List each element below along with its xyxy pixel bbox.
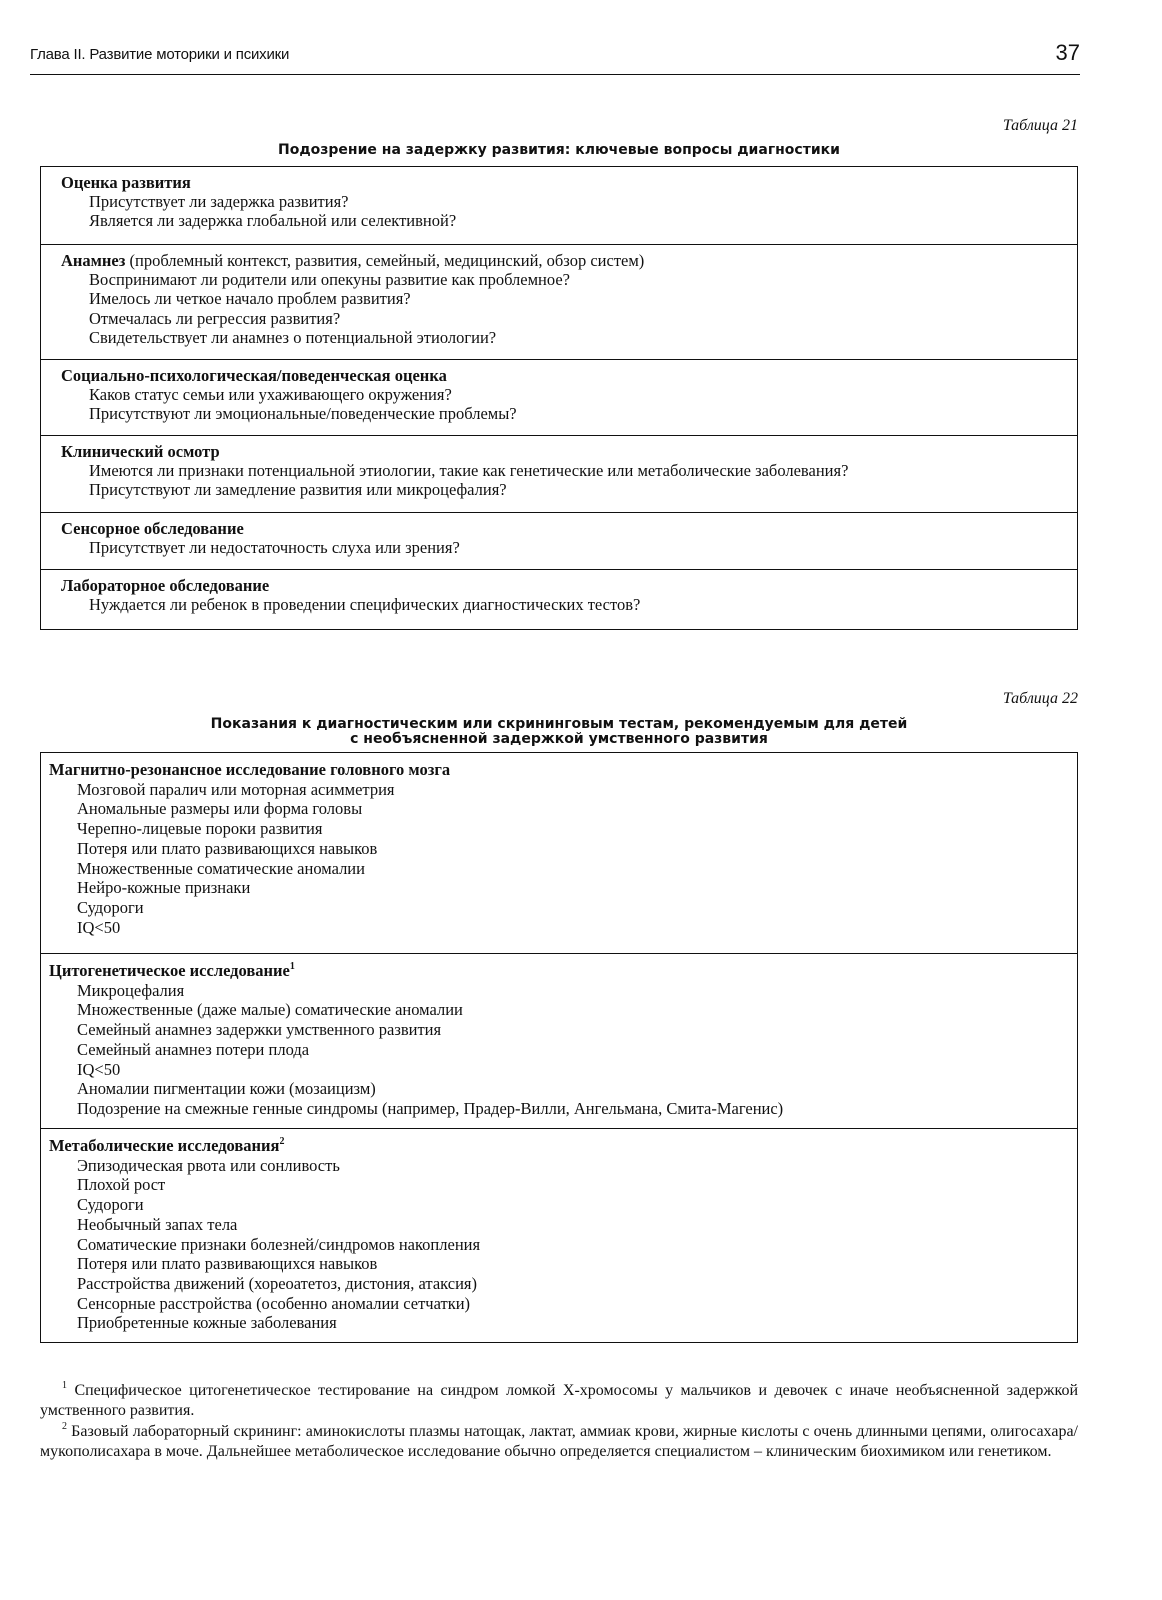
t21-item: Присутствует ли недостаточность слуха или зрения? (89, 538, 460, 558)
table-22-title (40, 717, 1078, 747)
table-22-title-line: с необъясненной задержкой умственного развития (350, 731, 768, 747)
running-header (30, 40, 1080, 75)
t21-section-lab-exam (41, 569, 1077, 629)
t21-item: Нуждается ли ребенок в проведении специфических диагностических тестов? (89, 595, 641, 615)
t22-item: Эпизодическая рвота или сонливость (77, 1155, 340, 1175)
footnote-1 (40, 1381, 1078, 1420)
t21-section-anamnesis (41, 244, 1077, 359)
t22-item: Сенсорные расстройства (особенно аномалии сетчатки) (77, 1293, 471, 1313)
t22-section-cytogenetic (41, 953, 1077, 1128)
footnote-text: Специфическое цитогенетическое тестирование на синдром ломкой X-хромосомы у мальчиков и девочек с иначе необъясненной задержкой умственного развития. (40, 1382, 1078, 1419)
t22-item: Необычный запах тела (77, 1214, 238, 1234)
t22-item: Потеря или плато развивающихся навыков (77, 1254, 378, 1274)
t21-section-heading: Оценка развития (61, 173, 191, 192)
t22-section-heading: Магнитно-резонансное исследование головного мозга (49, 760, 451, 779)
t22-item: Приобретенные кожные заболевания (77, 1313, 337, 1333)
t22-item: Аномалии пигментации кожи (мозаицизм) (77, 1079, 376, 1099)
t22-heading-text: Цитогенетическое исследование (49, 961, 290, 980)
footnote-2 (40, 1422, 1078, 1461)
t22-item: Аномальные размеры или форма головы (77, 799, 363, 819)
t22-item: IQ<50 (77, 917, 121, 937)
t22-item: IQ<50 (77, 1059, 121, 1079)
t22-item: Соматические признаки болезней/синдромов накопления (77, 1234, 481, 1254)
table-21 (40, 166, 1078, 630)
t21-section-development-assessment (41, 167, 1077, 244)
t22-item: Множественные соматические аномалии (77, 858, 365, 878)
t22-section-mri (41, 753, 1077, 953)
t22-item: Судороги (77, 897, 144, 917)
t21-section-heading: Клинический осмотр (61, 442, 220, 461)
footnote-text: Базовый лабораторный скрининг: аминокислоты плазмы натощак, лактат, аммиак крови, жирные кислоты с очень длинными цепями, олигосахара/мукополисахара в моче. Дальнейшее метаболическое исследование обычно определяется специалистом – клиническим биохимиком или генетиком. (40, 1423, 1078, 1460)
t21-item: Является ли задержка глобальной или селективной? (89, 211, 457, 231)
t21-item: Отмечалась ли регрессия развития? (89, 308, 341, 328)
t22-item: Расстройства движений (хореоатетоз, дистония, атаксия) (77, 1273, 477, 1293)
table-22-label: Таблица 22 (1002, 690, 1078, 707)
t21-item: Присутствует ли задержка развития? (89, 192, 349, 212)
t21-section-sensory-exam (41, 512, 1077, 569)
t21-item: Каков статус семьи или ухаживающего окружения? (89, 385, 452, 405)
t21-section-clinical-exam (41, 435, 1077, 512)
t21-section-heading (61, 251, 1077, 270)
t21-section-heading: Социально-психологическая/поведенческая оценка (61, 366, 447, 385)
t21-section-psychosocial-assessment (41, 359, 1077, 435)
t22-item: Микроцефалия (77, 980, 185, 1000)
t21-item: Свидетельствует ли анамнез о потенциальной этиологии? (89, 327, 497, 347)
t22-section-metabolic (41, 1128, 1077, 1342)
chapter-title: Глава II. Развитие моторики и психики (30, 46, 290, 63)
footnotes (40, 1381, 1078, 1463)
t22-item: Нейро-кожные признаки (77, 878, 251, 898)
page-number: 37 (1055, 40, 1080, 65)
t21-item: Имеются ли признаки потенциальной этиологии, такие как генетические или метаболические заболевания? (89, 461, 849, 481)
table-22-title-line: Показания к диагностическим или скрининговым тестам, рекомендуемым для детей (210, 716, 908, 732)
t22-item: Мозговой паралич или моторная асимметрия (77, 779, 395, 799)
t22-item: Плохой рост (77, 1175, 166, 1195)
table-22 (40, 752, 1078, 1343)
t22-section-heading (49, 1136, 1077, 1156)
table-21-title: Подозрение на задержку развития: ключевые вопросы диагностики (278, 142, 840, 158)
t21-heading-suffix: (проблемный контекст, развития, семейный, медицинский, обзор систем) (125, 251, 645, 270)
t21-item: Присутствуют ли замедление развития или микроцефалия? (89, 480, 507, 500)
t22-item: Судороги (77, 1195, 144, 1215)
footnote-mark: 2 (62, 1420, 67, 1432)
t22-item: Потеря или плато развивающихся навыков (77, 838, 378, 858)
t22-heading-text: Метаболические исследования (49, 1136, 280, 1155)
t22-item: Семейный анамнез потери плода (77, 1039, 310, 1059)
t21-section-heading: Сенсорное обследование (61, 519, 244, 538)
t21-item: Имелось ли четкое начало проблем развития? (89, 289, 411, 309)
footnote-mark: 1 (62, 1379, 67, 1391)
t22-item: Множественные (даже малые) соматические аномалии (77, 1000, 463, 1020)
t22-section-heading (49, 961, 1077, 981)
t21-section-heading: Лабораторное обследование (61, 576, 270, 595)
footnote-ref: 2 (279, 1135, 285, 1147)
table-21-label: Таблица 21 (1002, 117, 1078, 134)
t21-item: Присутствуют ли эмоциональные/поведенческие проблемы? (89, 404, 517, 424)
t22-item: Черепно-лицевые пороки развития (77, 819, 323, 839)
t22-item: Подозрение на смежные генные синдромы (например, Прадер-Вилли, Ангельмана, Смита-Магенис) (77, 1098, 784, 1118)
footnote-ref: 1 (289, 960, 295, 972)
t22-item: Семейный анамнез задержки умственного развития (77, 1020, 442, 1040)
t21-heading-bold: Анамнез (61, 251, 126, 270)
t21-item: Воспринимают ли родители или опекуны развитие как проблемное? (89, 270, 570, 290)
